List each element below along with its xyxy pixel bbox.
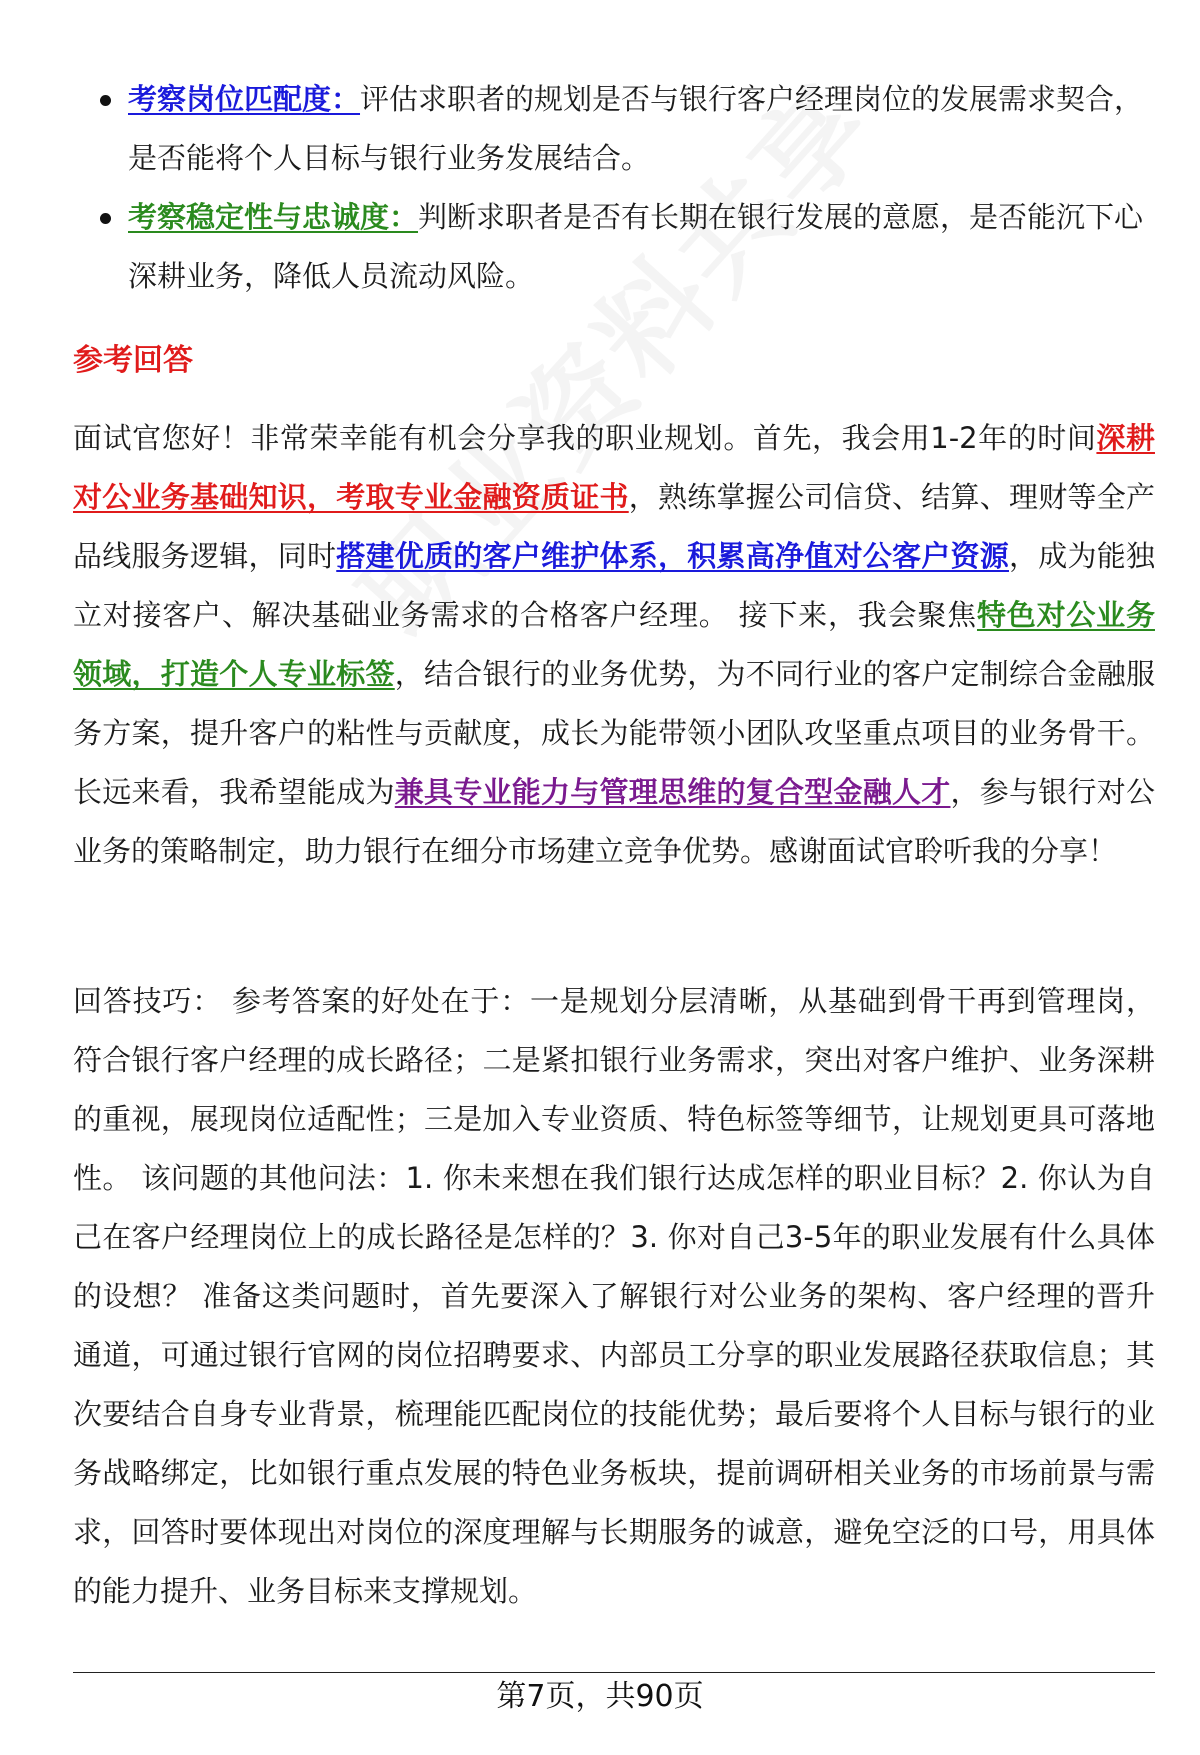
answer-text: ，参与银行对公业务的策略制定，助力银行在细分市场建立竞争优势。感谢面试官聆听我的分享！ [73, 775, 1155, 868]
answer-tips: 回答技巧： 参考答案的好处在于：一是规划分层清晰，从基础到骨干再到管理岗，符合银行客户经理的成长路径；二是紧扣银行业务需求，突出对客户维护、业务深耕的重视，展现岗位适配性；三是加入专业资质、特色标签等细节，让规划更具可落地性。 该问题的其他问法：1. 你未来想在我们银行达成怎样的职业目标？2. 你认为自己在客户经理岗位上的成长路径是怎样的？3. 你对自己3-5年的职业发展有什么具体的设想？ 准备这类问题时，首先要深入了解银行对公业务的架构、客户经理的晋升通道，可通过银行官网的岗位招聘要求、内部员工分享的职业发展路径获取信息；其次要结合自身专业背景，梳理能匹配岗位的技能优势；最后要将个人目标与银行的业务战略绑定，比如银行重点发展的特色业务板块，提前调研相关业务的市场前景与需求，回答时要体现出对岗位的深度理解与长期服务的诚意，避免空泛的口号，用具体的能力提升、业务目标来支撑规划。 [73, 984, 1155, 1608]
answer-highlight-purple: 兼具专业能力与管理思维的复合型金融人才 [394, 775, 951, 809]
answer-highlight-red: 深耕对公业务基础知识，考取专业金融资质证书 [73, 421, 1155, 514]
page-number: 第7页，共90页 [496, 1679, 704, 1714]
bullet-text: 评估求职者的规划是否与银行客户经理岗位的发展需求契合，是否能将个人目标与银行业务发展结合。 [128, 82, 1144, 175]
answer-text: ，熟练掌握公司信贷、结算、理财等全产品线服务逻辑，同时 [73, 480, 1155, 573]
answer-text: ，结合银行的业务优势，为不同行业的客户定制综合金融服务方案，提升客户的粘性与贡献度，成长为能带领小团队攻坚重点项目的业务骨干。 长远来看，我希望能成为 [73, 657, 1155, 809]
answer-text: 面试官您好！非常荣幸能有机会分享我的职业规划。首先，我会用1-2年的时间 [73, 421, 1097, 455]
bullet-item-stability [95, 188, 1150, 306]
section-title: 参考回答 [73, 343, 193, 378]
answer-highlight-blue: 搭建优质的客户维护体系，积累高净值对公客户资源 [336, 539, 1009, 573]
bullet-text: 判断求职者是否有长期在银行发展的意愿，是否能沉下心深耕业务，降低人员流动风险。 [128, 200, 1144, 293]
answer-highlight-green: 特色对公业务领域，打造个人专业标签 [73, 598, 1155, 691]
bullet-keyword: 考察稳定性与忠诚度： [128, 200, 419, 234]
reference-answer [73, 409, 1155, 881]
footer-divider [73, 1672, 1155, 1673]
bullet-dot-icon [100, 213, 111, 224]
bullet-dot-icon [100, 95, 111, 106]
bullet-keyword: 考察岗位匹配度： [128, 82, 361, 116]
answer-text: ，成为能独立对接客户、解决基础业务需求的合格客户经理。 接下来，我会聚焦 [73, 539, 1155, 632]
bullet-list [95, 70, 1150, 306]
bullet-item-position-match [95, 70, 1150, 188]
